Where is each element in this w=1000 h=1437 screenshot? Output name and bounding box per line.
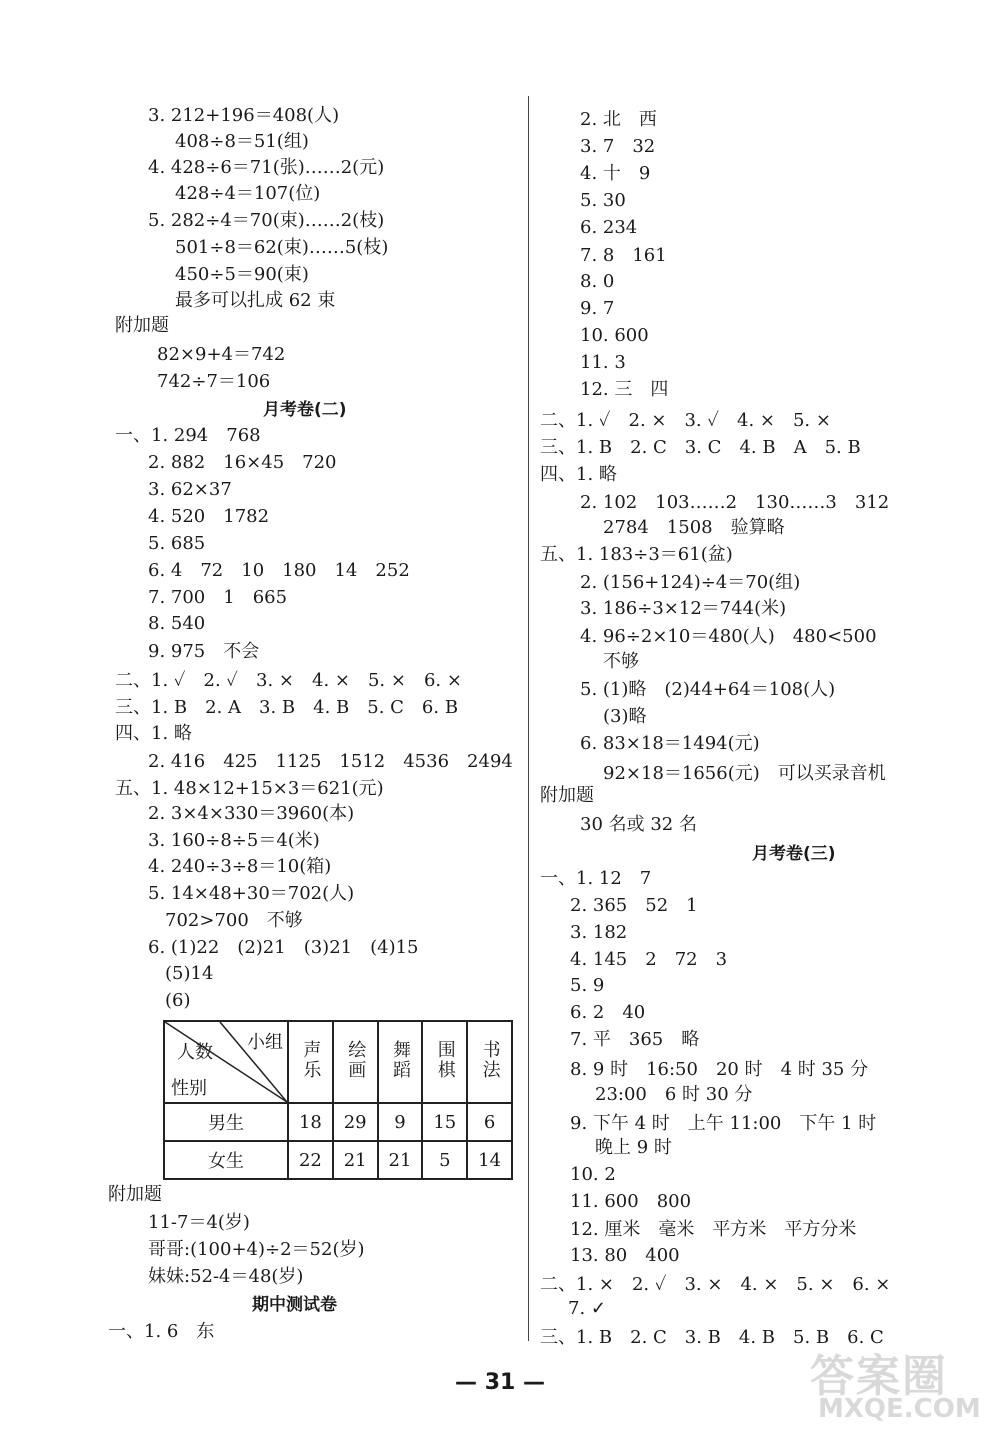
page-number: — 31 — [455, 1370, 545, 1395]
answer-line: 6. 4 72 10 180 14 252 [148, 560, 410, 581]
answer-line: 9. 7 [580, 298, 615, 319]
answer-line: 2784 1508 验算略 [603, 517, 785, 538]
answer-line: 30 名或 32 名 [580, 814, 697, 835]
answer-line: 6. 2 40 [570, 1002, 646, 1023]
answer-line: 11. 600 800 [570, 1191, 692, 1212]
answer-line: 13. 80 400 [570, 1245, 680, 1266]
answer-line: 2. 882 16×45 720 [148, 452, 337, 473]
answer-line: 6. 234 [580, 217, 638, 238]
answer-line: 5. 685 [148, 533, 206, 554]
answer-line: 4. 520 1782 [148, 506, 270, 527]
answer-line: 3. 62×37 [148, 479, 232, 500]
table-cell: 22 [288, 1141, 333, 1179]
table-cell: 21 [333, 1141, 378, 1179]
answer-line: 5. (1)略 (2)44+64＝108(人) [580, 679, 836, 700]
answer-line: 3. 212+196＝408(人) [148, 105, 340, 126]
answer-line: (5)14 [165, 963, 214, 984]
answer-line: 2. (156+124)÷4＝70(组) [580, 572, 801, 593]
answer-line: 11. 3 [580, 352, 626, 373]
section-label: 附加题 [115, 315, 169, 336]
answer-line: 6. 83×18＝1494(元) [580, 733, 760, 754]
table-cell: 15 [422, 1103, 467, 1141]
answer-line: 450÷5＝90(束) [175, 264, 309, 285]
answer-line: 7. 700 1 665 [148, 587, 288, 608]
answer-line: 408÷8＝51(组) [175, 131, 309, 152]
answer-line: 4. 96÷2×10＝480(人) 480<500 [580, 626, 877, 647]
answer-line: 晚上 9 时 [595, 1137, 672, 1158]
watermark-logo: 答案圈 [810, 1351, 948, 1402]
answer-line: 4. 240÷3÷8＝10(箱) [148, 856, 332, 877]
answer-line: 10. 2 [570, 1164, 616, 1185]
answer-line: 9. 下午 4 时 上午 11:00 下午 1 时 [570, 1113, 877, 1134]
answer-line: 7. ✓ [568, 1298, 606, 1319]
answer-line: 23:00 6 时 30 分 [595, 1084, 753, 1105]
data-table [163, 1020, 513, 1180]
section-heading: 月考卷(二) [263, 400, 347, 420]
table-cell: 14 [467, 1141, 512, 1179]
answer-line: 12. 厘米 毫米 平方米 平方分米 [570, 1219, 857, 1240]
answer-line: 7. 8 161 [580, 245, 667, 266]
answer-line: 702>700 不够 [165, 910, 303, 931]
answer-line: 501÷8＝62(束)……5(枝) [175, 237, 389, 258]
table-cell: 29 [333, 1103, 378, 1141]
corner-label-gender: 性别 [171, 1078, 207, 1099]
answer-line: 8. 9 时 16:50 20 时 4 时 35 分 [570, 1059, 869, 1080]
answer-line: 五、1. 48×12+15×3＝621(元) [115, 778, 384, 799]
answer-line: 82×9+4＝742 [157, 344, 286, 365]
answer-line: 三、1. B 2. C 3. B 4. B 5. B 6. C [540, 1327, 884, 1348]
answer-line: 一、1. 6 东 [108, 1321, 215, 1342]
answer-line: 一、1. 12 7 [540, 868, 652, 889]
table-header-cell: 绘画 [333, 1021, 378, 1103]
answer-line: 4. 145 2 72 3 [570, 949, 728, 970]
answer-line: 四、1. 略 [540, 464, 617, 485]
corner-label-group: 小组 [247, 1032, 283, 1053]
answer-line: 5. 14×48+30＝702(人) [148, 883, 355, 904]
answer-line: 二、1. ✓ 2. × 3. ✓ 4. × 5. × [540, 410, 831, 431]
answer-line: 3. 182 [570, 922, 628, 943]
watermark-url: MXQE.COM [818, 1394, 981, 1424]
section-heading: 月考卷(三) [752, 844, 836, 864]
answer-line: 二、1. × 2. ✓ 3. × 4. × 5. × 6. × [540, 1274, 891, 1295]
watermark [800, 1340, 995, 1430]
table-row [164, 1103, 512, 1141]
answer-line: 一、1. 294 768 [115, 425, 261, 446]
answer-line: 3. 160÷8÷5＝4(米) [148, 830, 320, 851]
answer-line: 二、1. ✓ 2. ✓ 3. × 4. × 5. × 6. × [115, 670, 462, 691]
answer-line: 10. 600 [580, 325, 649, 346]
answer-line: 三、1. B 2. A 3. B 4. B 5. C 6. B [115, 697, 459, 718]
answer-line: 11-7＝4(岁) [148, 1212, 250, 1233]
answer-line: 5. 282÷4＝70(束)……2(枝) [148, 210, 385, 231]
section-label: 附加题 [108, 1184, 162, 1205]
section-heading: 期中测试卷 [252, 1295, 337, 1315]
answer-line: 2. 3×4×330＝3960(本) [148, 803, 355, 824]
answer-line: 哥哥:(100+4)÷2＝52(岁) [148, 1239, 365, 1260]
answer-line: (3)略 [603, 706, 647, 727]
table-cell: 9 [378, 1103, 423, 1141]
answer-line: 2. 北 西 [580, 109, 657, 130]
corner-label-count: 人数 [177, 1042, 213, 1063]
answer-line: 5. 9 [570, 975, 605, 996]
answer-line: 428÷4＝107(位) [175, 183, 321, 204]
table-cell: 5 [422, 1141, 467, 1179]
answer-line: 4. 十 9 [580, 163, 651, 184]
table-header-cell: 书法 [467, 1021, 512, 1103]
answer-line: 8. 0 [580, 271, 615, 292]
table-row [164, 1141, 512, 1179]
table-cell: 18 [288, 1103, 333, 1141]
table-cell: 6 [467, 1103, 512, 1141]
answer-line: 妹妹:52-4＝48(岁) [148, 1266, 304, 1287]
answer-line: 2. 365 52 1 [570, 895, 698, 916]
answer-line: 3. 7 32 [580, 136, 656, 157]
answer-line: 五、1. 183÷3＝61(盆) [540, 544, 733, 565]
answer-line: 8. 540 [148, 613, 206, 634]
answer-line: 742÷7＝106 [157, 371, 271, 392]
answer-line: 7. 平 365 略 [570, 1029, 700, 1050]
table-header-cell: 舞蹈 [378, 1021, 423, 1103]
answer-line: 2. 416 425 1125 1512 4536 2494 [148, 751, 513, 772]
table-cell: 21 [378, 1141, 423, 1179]
column-divider [528, 96, 529, 1341]
answer-line: 12. 三 四 [580, 379, 669, 400]
answer-line: 3. 186÷3×12＝744(米) [580, 598, 787, 619]
row-label: 男生 [164, 1103, 288, 1141]
answer-line: 5. 30 [580, 190, 626, 211]
answer-line: 四、1. 略 [115, 723, 192, 744]
row-label: 女生 [164, 1141, 288, 1179]
answer-line: 6. (1)22 (2)21 (3)21 (4)15 [148, 937, 419, 958]
table-corner-cell [164, 1021, 288, 1103]
table-header-cell: 声乐 [288, 1021, 333, 1103]
answer-line: 最多可以扎成 62 束 [175, 290, 336, 311]
answer-line: 9. 975 不会 [148, 641, 260, 662]
answer-line: 不够 [603, 651, 639, 672]
table-header-cell: 围棋 [422, 1021, 467, 1103]
section-label: 附加题 [540, 785, 594, 806]
table-header-row [164, 1021, 512, 1103]
answer-line: 92×18＝1656(元) 可以买录音机 [603, 763, 886, 784]
answer-line: 三、1. B 2. C 3. C 4. B A 5. B [540, 437, 861, 458]
answer-line: 2. 102 103……2 130……3 312 [580, 492, 890, 513]
answer-line: (6) [165, 990, 191, 1011]
answer-line: 4. 428÷6＝71(张)……2(元) [148, 157, 385, 178]
